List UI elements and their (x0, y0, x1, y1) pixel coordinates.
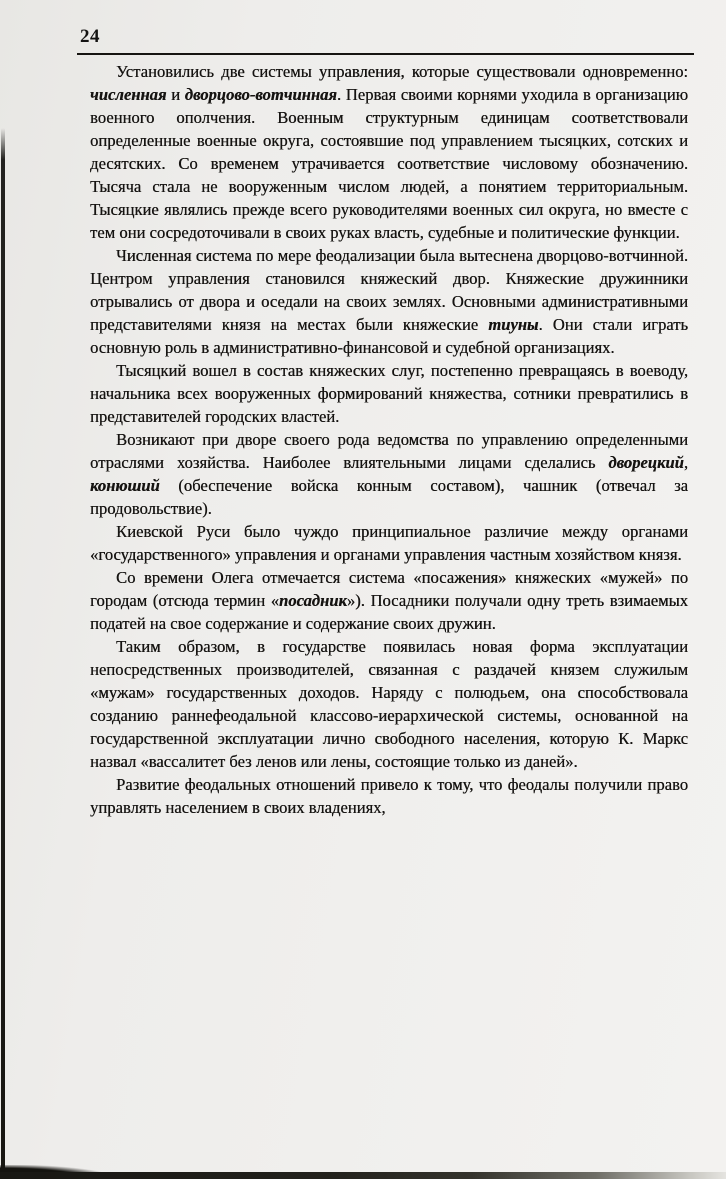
scan-edge-left (1, 128, 5, 1174)
paragraph (90, 60, 688, 244)
text-run: Развитие феодальных отношений привело к тому, что феодалы получили право управлять населением в своих владениях, (90, 775, 688, 817)
text-run: Установились две системы управления, которые существовали одновременно: (116, 62, 688, 81)
emphasis-term: численная (90, 85, 167, 104)
emphasis-term: конюший (90, 476, 160, 495)
text-run: »). Посадники получали одну треть взимаемых податей на свое содержание и содержание своих дружин. (90, 591, 688, 633)
text-run: Тысяцкий вошел в состав княжеских слуг, постепенно превращаясь в воеводу, начальника всех вооруженных формирований княжества, сотники превратились в представителей городских властей. (90, 361, 688, 426)
paragraph (90, 520, 688, 566)
header-rule (77, 53, 694, 55)
text-run: . Они стали играть основную роль в административно-финансовой и судебной организациях. (90, 315, 688, 357)
text-run: и (166, 85, 185, 104)
paragraph (90, 359, 688, 428)
text-run: Киевской Руси было чуждо принципиальное различие между органами «государственного» управления и органами управления частным хозяйством князя. (90, 522, 688, 564)
page-number: 24 (80, 26, 100, 47)
paragraph (90, 635, 688, 773)
paragraph (90, 566, 688, 635)
text-run: . Первая своими корнями уходила в организацию военного ополчения. Военным структурным единицам соответствовали определенные военные округа, состоявшие под управлением тысяцких, сотских и десятских. Со временем утрачивается соответствие числовому обозначению. Тысяча стала не вооруженным числом людей, а понятием территориальным. Тысяцкие являлись прежде всего руководителями военных сил округа, но вместе с тем они сосредоточивали в своих руках власть, судебные и политические функции. (90, 85, 688, 242)
paragraph (90, 428, 688, 520)
text-run: , (683, 453, 688, 472)
emphasis-term: посадник (279, 591, 347, 610)
text-run: (обеспечение войска конным составом), чашник (отвечал за продовольствие). (90, 476, 688, 518)
text-run: Таким образом, в государстве появилась новая форма эксплуатации непосредственных производителей, связанная с раздачей князем служилым «мужам» государственных доходов. Наряду с полюдьем, она способствовала созданию раннефеодальной классово-иерархической системы, основанной на государственной эксплуатации лично свободного населения, которую К. Маркс назвал «вассалитет без ленов или лены, состоящие только из даней». (90, 637, 688, 771)
emphasis-term: дворцово-вотчинная (184, 85, 337, 104)
emphasis-term: дворецкий (608, 453, 684, 472)
text-block (90, 60, 688, 819)
paragraph (90, 244, 688, 359)
emphasis-term: тиуны (488, 315, 539, 334)
text-run: Со времени Олега отмечается система «посажения» княжеских «мужей» по городам (отсюда термин « (90, 568, 688, 610)
text-run: Численная система по мере феодализации была вытеснена дворцово-вотчинной. Центром управления становился княжеский двор. Княжеские дружинники отрывались от двора и оседали на своих землях. Основными административными представителями князя на местах были княжеские (90, 246, 688, 334)
scan-edge-bottom (0, 1172, 726, 1179)
paragraph (90, 773, 688, 819)
text-run: Возникают при дворе своего рода ведомства по управлению определенными отраслями хозяйства. Наиболее влиятельными лицами сделались (90, 430, 688, 472)
